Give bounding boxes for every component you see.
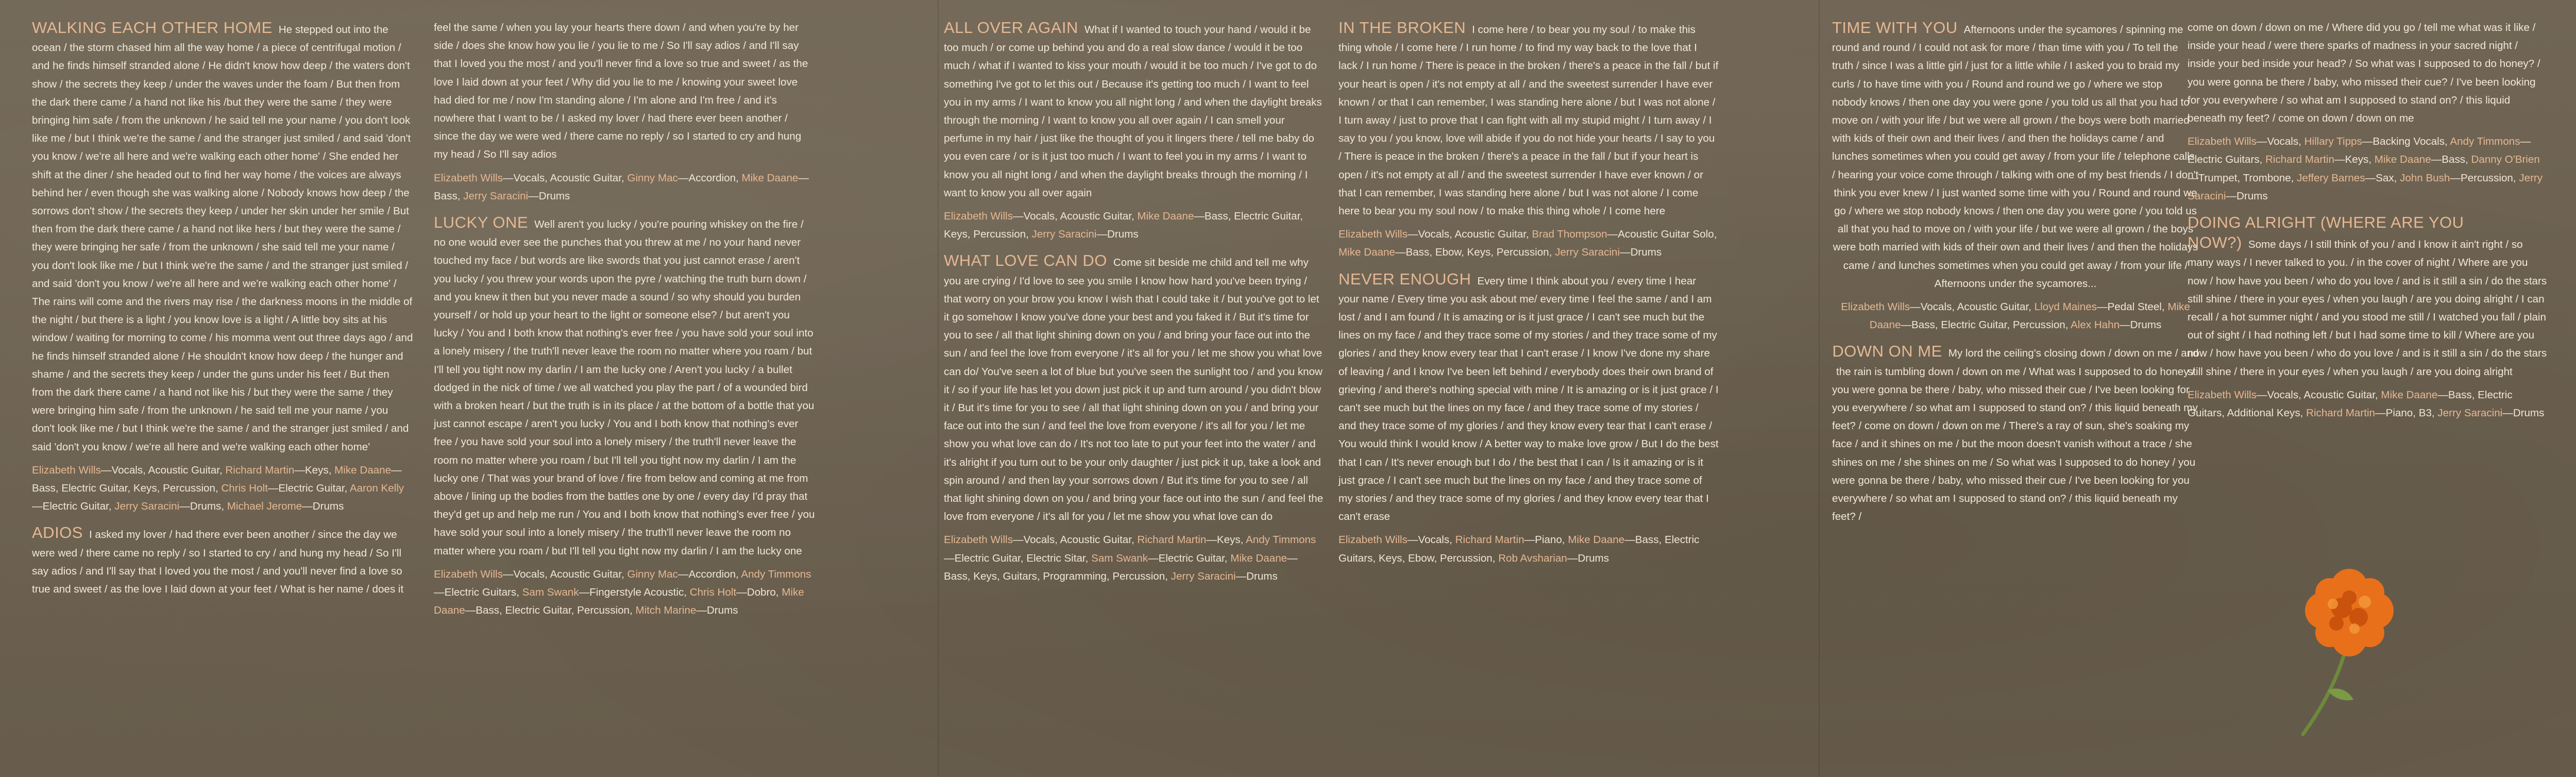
credit-name: Brad Thompson bbox=[1532, 228, 1607, 241]
credit-name: Mike Daane bbox=[1869, 301, 2190, 331]
column-5 bbox=[1832, 19, 2199, 534]
song-doing-alright bbox=[2188, 213, 2548, 422]
credit-role: —Bass, Keys, Guitars, Programming, Percussion, bbox=[944, 552, 1298, 582]
credit-name: Elizabeth Wills bbox=[1338, 534, 1408, 546]
credit-name: Mike Daane bbox=[1568, 534, 1625, 546]
song-time-with-you-centered bbox=[1832, 184, 2199, 334]
credit-name: Chris Holt bbox=[689, 586, 737, 599]
credit-name: Jerry Saracini bbox=[1171, 570, 1236, 582]
credit-name: Elizabeth Wills bbox=[944, 534, 1013, 546]
credit-name: Ginny Mac bbox=[627, 568, 678, 580]
song-lyrics: Well aren't you lucky / you're pouring whiskey on the fire / no one would ever see the punches that you threw at me / no your hand never touched my face / but words are like swords that you just cannot erase / aren't you lucky / you threw your words upon the pyre / watching the truth burn down / and you knew it then but you never made a sound / so why should you burden yourself / or hold up your heart to the light or someone else? / but aren't you lucky / You and I both know that nothing's ever free / you have sold your soul into a lonely misery / the truth'll never leave the room no matter where you roam / but I'll tell you tight now my darlin / I am the lucky one / Aren't you lucky / a bullet dodged in the nick of time / we all watched you play the part / of a wounded bird with a broken heart / but the truth is in its place / at the bottom of a bottle that you just cannot escape / aren't you lucky / You and I both know that nothing's ever free / you have sold your soul into a lonely misery / the truth'll never leave the room no matter where you roam / but I'll tell you tight now my darlin / I am the lucky one / That was your brand of love / fire from below and coming at me from above / lining up the bodies from the battles one by one / every day I'd pray that they'd get up and help me run / You and I both know that nothing's ever free / you have sold your soul into a lonely misery / the truth'll never leave the room no matter where you roam / but I'll tell you tight now my darlin / I am the lucky one bbox=[434, 218, 815, 557]
song-never-enough bbox=[1338, 270, 1719, 567]
song-lyrics: I come here / to bear you my soul / to make this thing whole / I come here / I run home / to find my way back to the love that I lack / I run home / There is peace in the broken / there's a peace in the fall / but if your heart is open / it's not empty at all / and the sweetest surrender I have ever known / or that I can remember, I was standing here alone / but I was not alone / I turn away / just to prove that I can fight with all my stupid might / I turn away / I say to you / you know, love will abide if you do not hide your hearts / I say to you / There is peace in the broken / there's a peace in the fall / but if your heart is open / it's not empty at all / and the sweetest surrender I have ever known / or that I can remember, I was standing here alone / but I was not alone / I come here to bear you my soul now / to make this thing whole / I come here bbox=[1338, 24, 1719, 217]
credit-name: Alex Hahn bbox=[2071, 319, 2120, 331]
credit-role: —Vocals, bbox=[1407, 534, 1455, 546]
credit-name: Richard Martin bbox=[1455, 534, 1524, 546]
credit-name: Richard Martin bbox=[2265, 154, 2334, 166]
song-credits bbox=[434, 565, 815, 620]
credit-role: —Electric Guitar, bbox=[32, 500, 115, 513]
credit-name: Jeffery Barnes bbox=[2297, 172, 2365, 184]
credit-role: —Piano, bbox=[1524, 534, 1568, 546]
credit-role: —Drums bbox=[1567, 552, 1609, 564]
song-credits bbox=[1338, 225, 1719, 261]
song-adios bbox=[32, 523, 413, 598]
panel-divider bbox=[1819, 0, 1820, 777]
credit-name: Elizabeth Wills bbox=[944, 210, 1013, 223]
song-down-on-me bbox=[1832, 342, 2199, 526]
credit-role: —Vocals, bbox=[2256, 136, 2304, 148]
credit-name: Michael Jerome bbox=[227, 500, 302, 513]
credit-name: Andy Timmons bbox=[741, 568, 811, 580]
credit-name: Hillary Tipps bbox=[2304, 136, 2362, 148]
credit-name: Richard Martin bbox=[2306, 407, 2375, 419]
credit-role: —Accordion, bbox=[677, 172, 742, 184]
song-credits bbox=[32, 461, 413, 516]
song-lyrics: Afternoons under the sycamores / spinning me round and round / I could not ask for more / than time with you / To tell the truth / since I was a little girl / just for a little while / I asked you to braid my curls / to have time with you / Round and round we go / where we stop nobody knows / then one day you were gone / you told us all that you had to move on / with your life / but we were all grown / the boys were both married with kids of their own and their lives / and then the holidays came / and lunches sometimes when you could get away / from your life / telephone calls / hearing your voice come through / talking with one of my best friends / I don't bbox=[1832, 24, 2199, 181]
credit-name: Mike Daane bbox=[1137, 210, 1194, 223]
credit-name: Elizabeth Wills bbox=[434, 172, 503, 184]
credit-name: Sam Swank bbox=[1091, 552, 1148, 564]
credit-name: Jerry Saracini bbox=[1031, 228, 1097, 241]
credit-role: —Bass, Electric Guitar, Keys, Percussion, bbox=[32, 464, 402, 495]
credit-name: Elizabeth Wills bbox=[1338, 228, 1408, 241]
song-title: TIME WITH YOU bbox=[1832, 19, 1958, 37]
credit-role: —Acoustic Guitar Solo, bbox=[1607, 228, 1717, 241]
song-lyrics: Every time I think about you / every time I hear your name / Every time you ask about me/ every time I feel the same / and I am lost / and I am found / It is amazing or is it just grace / I can't see much but the lines on my face / and they trace some of my stories / and they trace some of my glories / and they know every tear that I can't erase / I know I've done my share of leaving / and I know I've been left behind / everybody does their own brand of grieving / and there's nothing special with mine / It is amazing or is it just grace / I can't see much but the lines on my face / and they trace some of my stories / and they trace some of my glories / and they know every tear that I can't erase / You would think I would know / A better way to make love grow / But I do the best that I can / It's never enough but I do / the best that I can / Is it amazing or is it just grace / I can't see much but the lines on my face / and they trace some of my stories / and they trace some of my glories / and they know every tear that I can't erase bbox=[1338, 275, 1719, 523]
credit-role: —Vocals, Acoustic Guitar, bbox=[2256, 388, 2381, 401]
credit-role: —Pedal Steel, bbox=[2096, 301, 2168, 313]
credit-name: Elizabeth Wills bbox=[2188, 136, 2257, 148]
credit-name: Andy Timmons bbox=[1246, 534, 1316, 546]
credit-name: Elizabeth Wills bbox=[2188, 388, 2257, 401]
credit-role: —Drums bbox=[1235, 570, 1278, 582]
credit-role: —Bass, Electric Guitars, Keys, Ebow, Percussion, bbox=[1338, 534, 1700, 564]
credit-name: Jerry Saracini bbox=[2188, 172, 2543, 202]
song-title: DOWN ON ME bbox=[1832, 342, 1942, 361]
song-lyrics: Some days / I still think of you / and I know it ain't right / so many ways / I never talked to you. / in the cover of night / Where are you now / how have you been / who do you love / and is it still a sin / do the stars still shine / there in your eyes / when you laugh / are you doing alright / I can recall / a hot summer night / and you stood me still / I watched you fall / plain out of sight / I had nothing left / but I had some time to kill / Where are you now / how have you been / who do you love / and is it still a sin / do the stars still shine / there in your eyes / when you laugh / are you doing alright bbox=[2188, 239, 2547, 378]
credit-role: —Vocals, Acoustic Guitar, bbox=[1012, 534, 1138, 546]
credit-name: Jerry Saracini bbox=[463, 190, 529, 202]
credit-role: —Drums, bbox=[179, 500, 227, 513]
song-lyrics: My lord the ceiling's closing down / down on me / and the rain is tumbling down / down on me / What was I supposed to do honey / bbox=[1836, 347, 2199, 378]
credit-role: —Drums bbox=[1619, 246, 1662, 259]
song-lyrics: What if I wanted to touch your hand / would it be too much / or come up behind you and do a real slow dance / would it be too much / what if I wanted to kiss your mouth / would it be too much / I've got to do something I've got to let this out / Because it's getting too much / I want to feel you in my arms / I want to know you all night long / and when the daylight breaks through the morning / I want to know you all over again / I can smell your perfume in my hair / just like the thought of you it lingers there / tell me baby do you even care / or is it just too much / I want to feel you in my arms / I want to know you all night long / and when the daylight breaks through the morning / I want to know you all over again bbox=[944, 24, 1322, 199]
song-credits bbox=[2188, 386, 2548, 422]
column-3 bbox=[944, 19, 1324, 594]
credit-role: —Bass, bbox=[434, 172, 809, 202]
credit-name: Richard Martin bbox=[225, 464, 295, 476]
song-in-the-broken bbox=[1338, 19, 1719, 262]
credit-role: —Keys, bbox=[2334, 154, 2375, 166]
credit-role: —Bass, Electric Guitars, Additional Keys, bbox=[2188, 388, 2513, 419]
credit-role: —Keys, bbox=[294, 464, 335, 476]
credit-role: —Percussion, bbox=[2450, 172, 2519, 184]
song-down-on-me-continued bbox=[2188, 19, 2548, 205]
song-title: WHAT LOVE CAN DO bbox=[944, 251, 1107, 270]
credit-name: Jerry Saracini bbox=[2437, 407, 2503, 419]
credit-name: Andy Timmons bbox=[2450, 136, 2520, 148]
song-all-over-again bbox=[944, 19, 1324, 243]
credit-role: —Drums bbox=[528, 190, 570, 202]
credit-role: —Vocals, Acoustic Guitar, bbox=[100, 464, 226, 476]
credit-role: —Keys, bbox=[1206, 534, 1246, 546]
marigold-icon bbox=[2267, 556, 2411, 747]
credit-name: Mike Daane bbox=[2374, 154, 2431, 166]
credit-role: —Drums bbox=[2502, 407, 2545, 419]
credit-role: —Trumpet, Trombone, bbox=[2188, 172, 2297, 184]
song-what-love-can-do bbox=[944, 251, 1324, 585]
song-time-with-you bbox=[1832, 19, 2199, 334]
credit-role: —Electric Guitars, bbox=[2188, 136, 2531, 166]
song-lyrics: you were gonna be there / baby, who missed their cue / I've been looking for you everywhere / so what am I supposed to stand on? / this liquid beneath my feet? / come on down / down on me / There's a ray of sun, she's soaking my face / and it shines on me / but the moon doesn't vanish without a trace / she shines on me / she shines on me / So what was I supposed to do honey / you were gonna be there / baby, who missed their cue / I've been looking for you everywhere / so what am I supposed to stand on? / this liquid beneath my feet? / bbox=[1832, 383, 2198, 523]
credit-name: Elizabeth Wills bbox=[1841, 301, 1910, 313]
song-title: IN THE BROKEN bbox=[1338, 19, 1466, 37]
song-title: LUCKY ONE bbox=[434, 213, 529, 232]
credit-name: Mike Daane bbox=[741, 172, 799, 184]
credit-role: —Bass, bbox=[2431, 154, 2471, 166]
credit-name: Elizabeth Wills bbox=[32, 464, 101, 476]
credit-role: —Vocals, Acoustic Guitar, bbox=[502, 568, 628, 580]
column-6 bbox=[2188, 19, 2548, 430]
credit-role: —Piano, B3, bbox=[2375, 407, 2438, 419]
column-1 bbox=[32, 19, 413, 606]
credit-role: —Bass, Ebow, Keys, Percussion, bbox=[1395, 246, 1555, 259]
song-title: ALL OVER AGAIN bbox=[944, 19, 1078, 37]
credit-role: —Vocals, Acoustic Guitar, bbox=[502, 172, 628, 184]
song-title: NEVER ENOUGH bbox=[1338, 269, 1471, 288]
song-lyrics: come on down / down on me / Where did you go / tell me what was it like / inside your head / were there sparks of madness in your sacred night / inside your bed inside your head? / So what was I supposed to do honey? / you were gonna be there / baby, who missed their cue? / I've been looking for you everywhere / so what am I supposed to stand on? / this liquid beneath my feet? / come on down / down on me bbox=[2188, 22, 2540, 125]
credit-name: Mike Daane bbox=[434, 586, 804, 617]
credit-role: —Fingerstyle Acoustic, bbox=[579, 586, 690, 599]
credit-role: —Electric Guitar, Electric Sitar, bbox=[944, 552, 1092, 564]
song-credits bbox=[2188, 132, 2548, 205]
credit-role: —Electric Guitars, bbox=[434, 586, 522, 599]
credit-role: —Drums bbox=[1096, 228, 1139, 241]
credit-name: John Bush bbox=[2400, 172, 2450, 184]
credit-name: Chris Holt bbox=[221, 482, 268, 495]
credit-name: Rob Avsharian bbox=[1498, 552, 1567, 564]
song-credits bbox=[1338, 531, 1719, 567]
credit-name: Mike Daane bbox=[1230, 552, 1287, 564]
song-lyrics: think you ever knew / I just wanted some time with you / Round and round we go / where we stop nobody knows / then one day you were gone / you told us all that you had to move on / with your life / but we were all grown / the boys were both married with kids of their own and their lives / and then the holidays came / and lunches sometimes when you could get away / from your life / Afternoons under the sycamores... bbox=[1833, 187, 2198, 290]
song-adios-continued bbox=[434, 19, 815, 205]
credit-role: —Dobro, bbox=[736, 586, 782, 599]
song-down-on-me-centered bbox=[1832, 342, 2199, 380]
credit-role: —Electric Guitar, bbox=[1148, 552, 1231, 564]
song-credits bbox=[944, 207, 1324, 243]
song-lyrics: feel the same / when you lay your hearts there down / and when you're by her side / does she know how you lie / you lie to me / So I'll say adios / and I'll say that I loved you the most / and you'll never find a love so true and sweet / as the love I laid down at your feet / Why did you lie to me / knowing your sweet love had died for me / now I'm standing alone / I'm alone and I'm free / and it's nowhere that I want to be / I asked my lover / had there ever been another / since the day we were wed / there came no reply / so I started to cry and hung my head / So I'll say adios bbox=[434, 22, 808, 161]
song-credits bbox=[1832, 298, 2199, 334]
credit-role: —Accordion, bbox=[677, 568, 741, 580]
song-lyrics: I asked my lover / had there ever been another / since the day we were wed / there came no reply / so I started to cry / and hung my head / So I'll say adios / and I'll say that I loved you the most / and you'll never find a love so true and sweet / as the love I laid down at your feet / What is her name / does it bbox=[32, 529, 404, 596]
credit-name: Elizabeth Wills bbox=[434, 568, 503, 580]
panel-divider bbox=[938, 0, 939, 777]
song-credits bbox=[944, 531, 1324, 585]
song-title: ADIOS bbox=[32, 523, 83, 542]
song-lyrics: Come sit beside me child and tell me why you are crying / I'd love to see you smile I know how hard you've been trying / that worry on your brow you know I wish that I could take it / but you've got to let it go somehow I know you've done your best and you faked it / But it's time for you to see / all that light shining down on you / and bring your face out into the sun / and feel the love from everyone / it's all for you / let me show you what love can do/ You've seen a lot of blue but you've seen the sunlight too / and you know it / so if your life has let you down just pick it up and turn around / you didn't blow it / But it's time for you to see / all that light shining down on you / and bring your face out into the sun / and feel the love from everyone / it's all for you / let me show you what love can do / It's not too late to put your feet into the water / and it's alright if you turn out to be your only daughter / just pick it up, take a look and spin around / and then lay your sorrows down / But it's time for you to see / all that light shining down on you / and bring your face out into the sun / and feel the love from everyone / it's all for you / let me show you what love can do bbox=[944, 257, 1324, 523]
credit-role: —Drums bbox=[2120, 319, 2162, 331]
credit-name: Danny O'Brien bbox=[2471, 154, 2540, 166]
credit-name: Sam Swank bbox=[522, 586, 579, 599]
credit-role: —Bass, Electric Guitar, Percussion, bbox=[465, 604, 636, 617]
song-title: DOING ALRIGHT (WHERE ARE YOU NOW?) bbox=[2188, 213, 2464, 252]
song-title: WALKING EACH OTHER HOME bbox=[32, 19, 273, 37]
credit-name: Mitch Marine bbox=[635, 604, 697, 617]
credit-role: —Drums bbox=[302, 500, 344, 513]
song-lucky-one bbox=[434, 213, 815, 619]
credit-name: Mike Daane bbox=[334, 464, 392, 476]
song-walking-each-other-home bbox=[32, 19, 413, 515]
credit-role: —Electric Guitar, bbox=[267, 482, 350, 495]
credit-role: —Bass, Electric Guitar, Percussion, bbox=[1901, 319, 2071, 331]
credit-name: Ginny Mac bbox=[627, 172, 678, 184]
credit-role: —Backing Vocals, bbox=[2362, 136, 2450, 148]
credit-name: Richard Martin bbox=[1137, 534, 1207, 546]
credit-name: Jerry Saracini bbox=[114, 500, 180, 513]
credit-role: —Bass, Electric Guitar, Keys, Percussion, bbox=[944, 210, 1303, 241]
song-lyrics: He stepped out into the ocean / the storm chased him all the way home / a piece of centrifugal motion / and he finds himself stranded alone / He didn't know how deep / the waters don't show / the secrets they keep / under the waves under the foam / But then from the dark there came / a hand not like his /but they were the same / they were bringing him safe / from the unknown / he said tell me your name / you don't look like me / but I think we're the same / and the stranger just smiled / and said 'don't you know / we're all here and we're walking each other home' / She ended her shift at the diner / she headed out to find her way home / the voices are always behind her / even though she was walking alone / Nobody knows how deep / the sorrows don't show / the secrets they keep / under her skin under her smile / But then from the dark there came / a hand not like hers / but they were the same / they were bringing her safe / from the unknown / she said tell me your name / you don't look like me / but I think we're the same / and the stranger just smiled / and said 'don't you know / we're all here and we're walking each other home' / The rains will come and the rivers may rise / the darkness moons in the middle of the night / but there is a light / you know love is a light / A little boy sits at his window / waiting for morning to come / his momma went out three days ago / and he finds himself stranded alone / He shouldn't know how deep / the hunger and shame / and the secrets they keep / under the guns under his feet / But then from the dark there came / a hand not like his / but they were the same / they were bringing him safe / from the unknown / he said tell me your name / you don't look like me / but I think we're the same / and the stranger just smiled / and said 'don't you know / we're all here and we're walking each other home' bbox=[32, 24, 413, 453]
credit-role: —Vocals, Acoustic Guitar, bbox=[1012, 210, 1138, 223]
credit-name: Aaron Kelly bbox=[349, 482, 404, 495]
column-2 bbox=[434, 19, 815, 628]
credit-role: —Drums bbox=[696, 604, 738, 617]
credit-name: Lloyd Maines bbox=[2034, 301, 2097, 313]
credit-role: —Sax, bbox=[2365, 172, 2400, 184]
credit-name: Jerry Saracini bbox=[1555, 246, 1620, 259]
credit-name: Mike Daane bbox=[2381, 388, 2438, 401]
credit-role: —Vocals, Acoustic Guitar, bbox=[1910, 301, 2035, 313]
song-credits bbox=[434, 169, 815, 205]
column-4 bbox=[1338, 19, 1719, 576]
credit-role: —Drums bbox=[2226, 190, 2268, 202]
credit-name: Mike Daane bbox=[1338, 246, 1395, 259]
credit-role: —Vocals, Acoustic Guitar, bbox=[1407, 228, 1532, 241]
